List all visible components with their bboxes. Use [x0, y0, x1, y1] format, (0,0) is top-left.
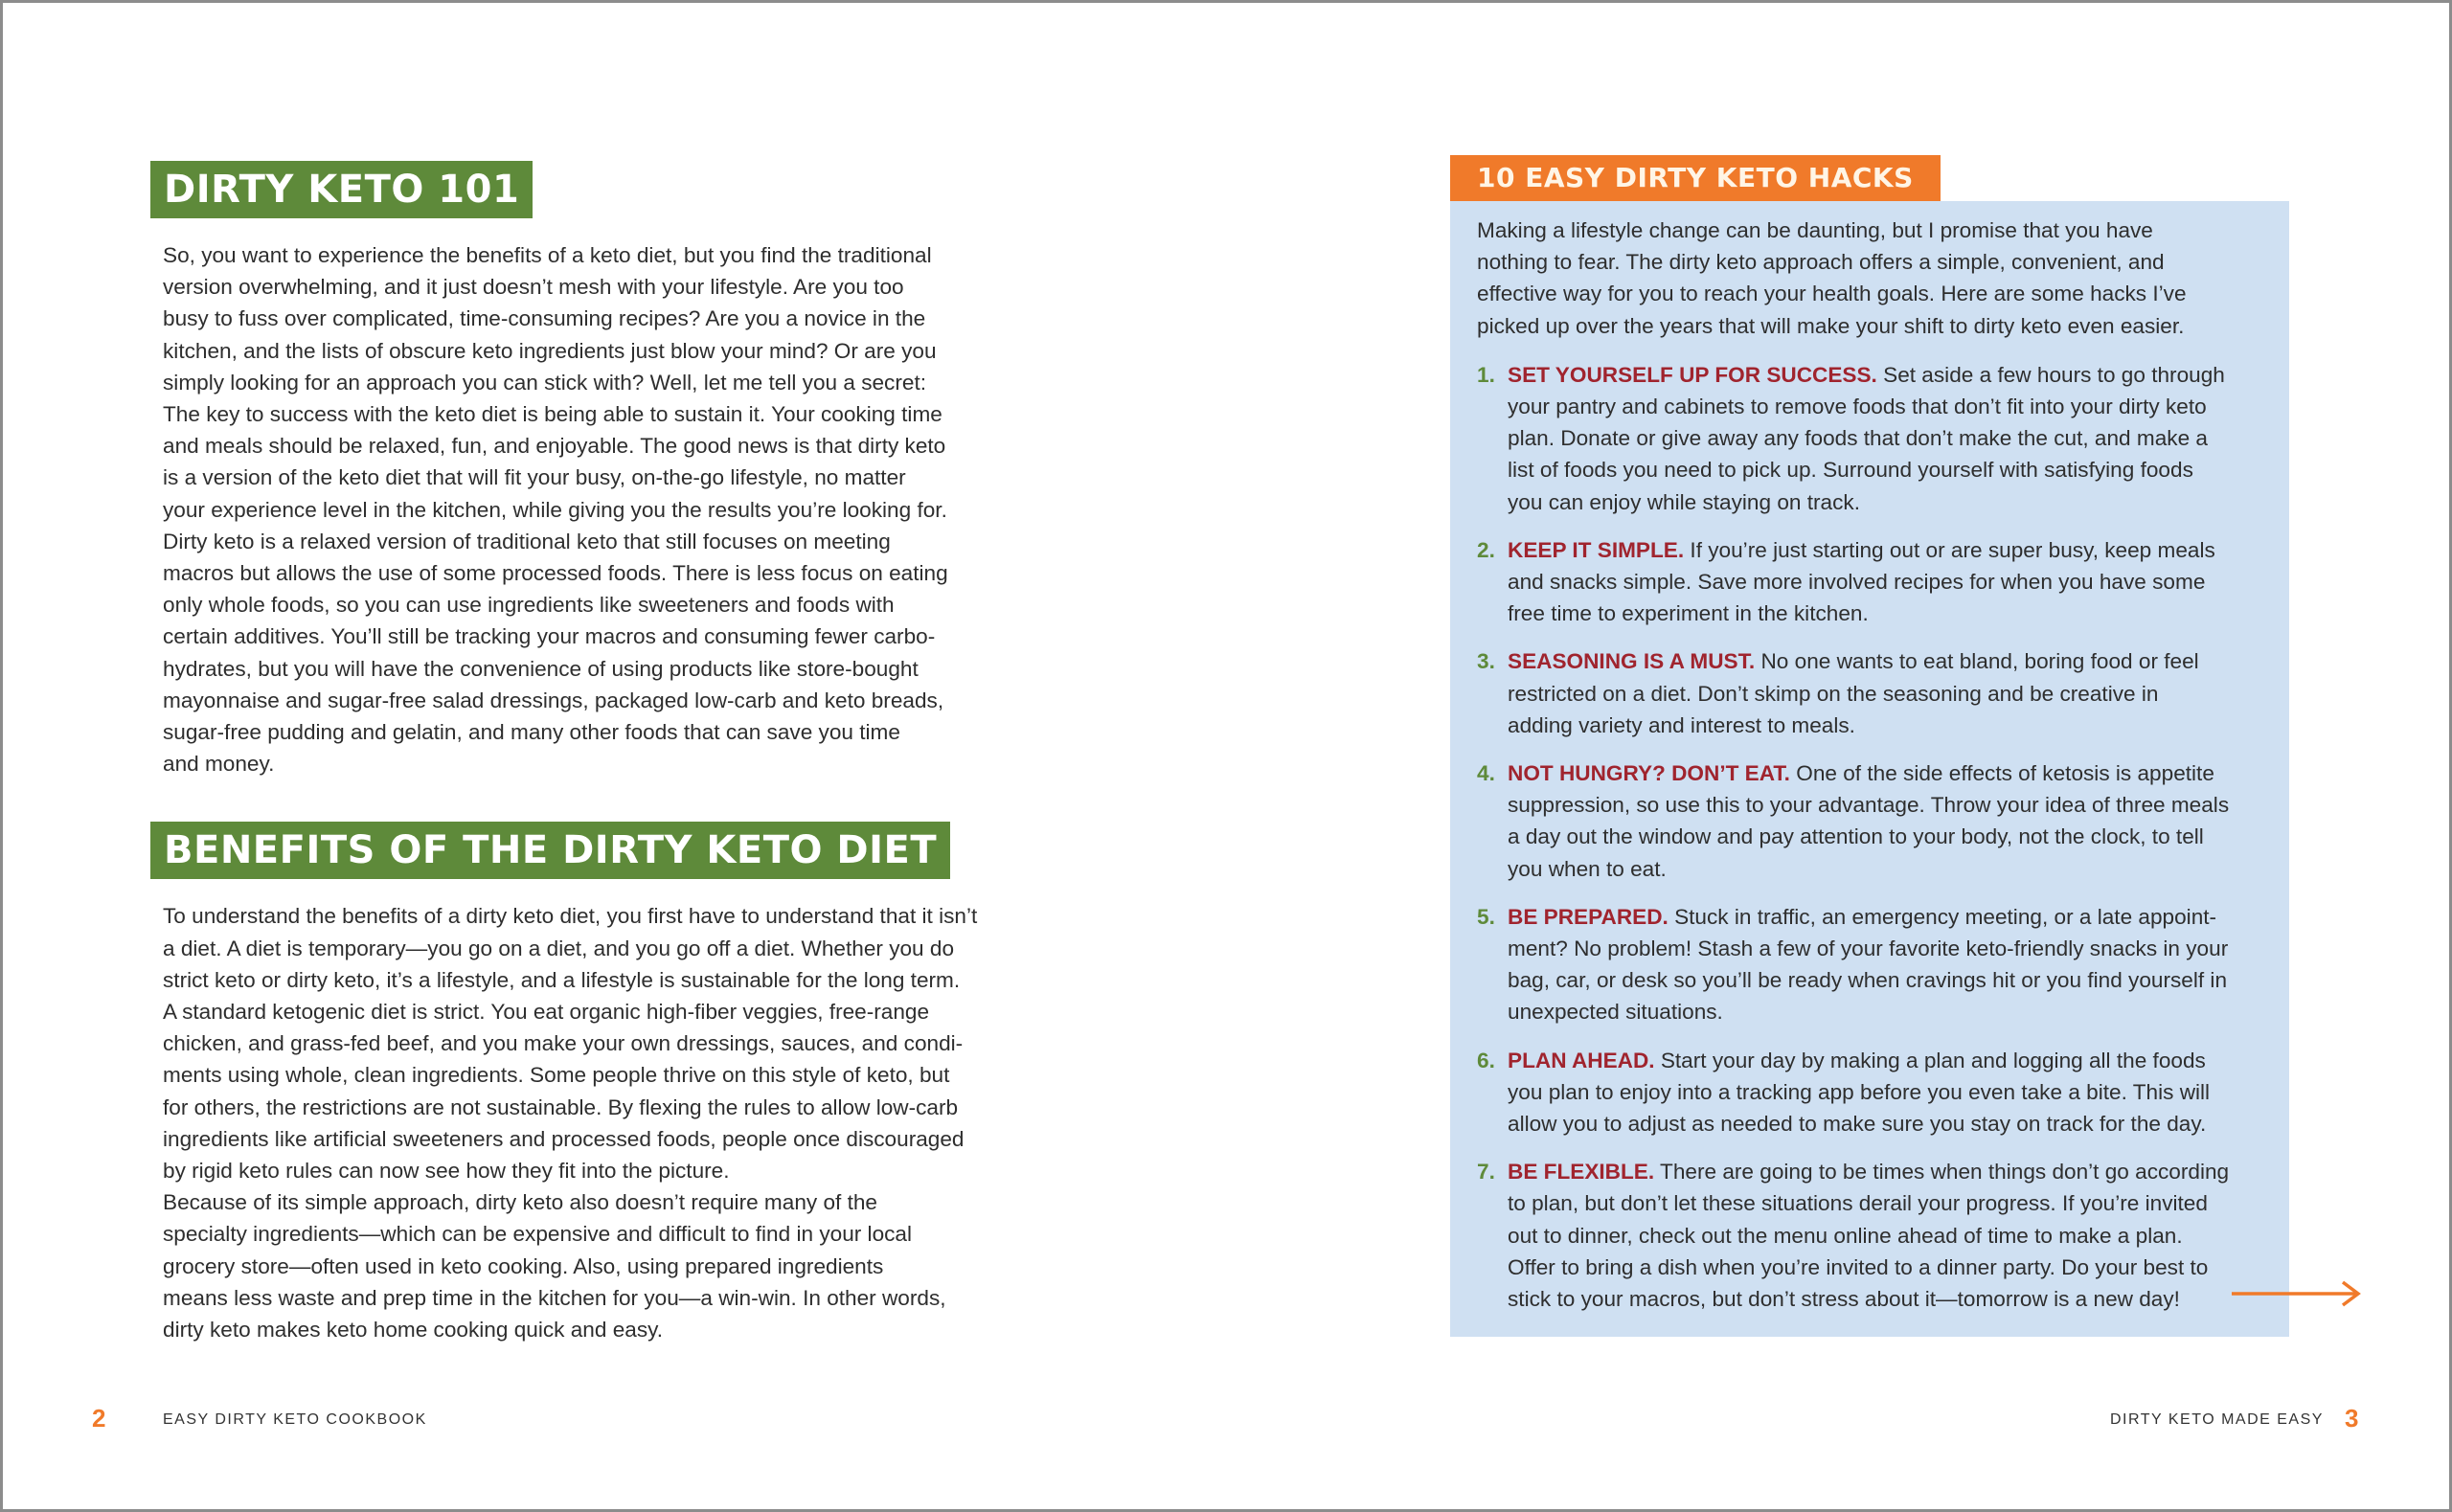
hacks-intro: Making a lifestyle change can be daunting, but I promise that you have nothing to fear. The dirty keto approach offers a simple, convenient, and effective way for you to reach your health goals. Here are some hacks I’ve picked up over the years that will make your shift to dirty keto even easier.	[1477, 218, 2187, 338]
hack-number: 2.	[1477, 537, 1495, 562]
heading-dirty-keto-101: DIRTY KETO 101	[150, 161, 533, 218]
hack-text: Stuck in traffic, an emergency meeting, or a late appoint- ment? No problem! Stash a few of your favorite keto-friendly snacks in your bag, car, or desk so you’ll be ready when cravings hit or you find yourself in unexpected situations.	[1508, 904, 2229, 1025]
hack-text: One of the side effects of ketosis is appetite suppression, so use this to your advantage. Throw your idea of three meals a day out the window and pay attention to your body, not the clock, to tell you when to eat.	[1508, 761, 2230, 881]
hack-item	[1477, 1156, 2262, 1315]
benefits-paragraphs: To understand the benefits of a dirty keto diet, you first have to understand that it isn’t a diet. A diet is temporary—you go on a diet, and you go off a diet. Whether you do strict keto or dirty keto, it’s a lifestyle, and a lifestyle is sustainable for the long term. A standard ketogenic diet is strict. You eat organic high-fiber veggies, free-range chicken, and grass-fed beef, and you make your own dressings, sauces, and condi- ments using whole, clean ingredients. Some people thrive on this style of keto, but for others, the restrictions are not sustainable. By flexing the rules to allow low-carb ingredients like artificial sweeteners and processed foods, people once discouraged by rigid keto rules can now see how they fit into the picture. Because of its simple approach, dirty keto also doesn’t require many of the specialty ingredients—which can be expensive and difficult to find in your local grocery store—often used in keto cooking. Also, using prepared ingredients means less waste and prep time in the kitchen for you—a win-win. In other words, dirty keto makes keto home cooking quick and easy.	[163, 904, 978, 1343]
hack-number: 3.	[1477, 649, 1495, 674]
hack-text: There are going to be times when things don’t go according to plan, but don’t let these situations derail your progress. If you’re invited out to dinner, check out the menu online ahead of time to make a plan. Offer to bring a dish when you’re invited to a dinner party. Do your best to stick to your macros, but don’t stress about it—tomorrow is a new day!	[1508, 1160, 2230, 1312]
hack-item	[1477, 359, 2262, 518]
hack-number: 6.	[1477, 1048, 1495, 1072]
hack-item	[1477, 901, 2262, 1028]
hack-item	[1477, 757, 2262, 885]
hack-number: 4.	[1477, 761, 1495, 786]
hack-text: If you’re just starting out or are super busy, keep meals and snacks simple. Save more involved recipes for when you have some free time to experiment in the kitchen.	[1508, 537, 2215, 626]
hack-title: SET YOURSELF UP FOR SUCCESS.	[1508, 362, 1877, 387]
left-page	[150, 161, 1010, 1345]
page-number-left: 2	[92, 1404, 106, 1433]
heading-benefits: BENEFITS OF THE DIRTY KETO DIET	[150, 822, 950, 879]
hack-number: 1.	[1477, 362, 1495, 387]
hack-title: KEEP IT SIMPLE.	[1508, 537, 1685, 562]
hack-title: PLAN AHEAD.	[1508, 1048, 1655, 1072]
hack-title: BE FLEXIBLE.	[1508, 1160, 1655, 1185]
hacks-list	[1477, 359, 2262, 1315]
hack-title: BE PREPARED.	[1508, 904, 1669, 929]
hacks-box-title: 10 EASY DIRTY KETO HACKS	[1450, 155, 1941, 201]
hack-text: Start your day by making a plan and logging all the foods you plan to enjoy into a tracking app before you even take a bite. This will allow you to adjust as needed to make sure you stay on track for the day.	[1508, 1048, 2211, 1137]
hack-title: NOT HUNGRY? DON’T EAT.	[1508, 761, 1790, 786]
hack-text: No one wants to eat bland, boring food or feel restricted on a diet. Don’t skimp on the seasoning and be creative in adding variety and interest to meals.	[1508, 649, 2199, 737]
arrow-right-icon	[2230, 1279, 2364, 1308]
hack-item	[1477, 1045, 2262, 1140]
hack-number: 7.	[1477, 1160, 1495, 1185]
hacks-sidebar-box	[1450, 201, 2289, 1337]
hack-title: SEASONING IS A MUST.	[1508, 649, 1756, 674]
running-footer-left: EASY DIRTY KETO COOKBOOK	[163, 1411, 427, 1428]
page-number-right: 3	[2345, 1404, 2359, 1433]
hack-text: Set aside a few hours to go through your pantry and cabinets to remove foods that don’t fit into your dirty keto plan. Donate or give away any foods that don’t make the cut, and make a list of foods you need to pick up. Surround yourself with satisfying foods you can enjoy while staying on track.	[1508, 362, 2225, 514]
hack-item	[1477, 534, 2262, 630]
hack-item	[1477, 645, 2262, 741]
intro-paragraphs: So, you want to experience the benefits of a keto diet, but you find the traditional version overwhelming, and it just doesn’t mesh with your lifestyle. Are you too busy to fuss over complicated, time-consuming recipes? Are you a novice in the kitchen, and the lists of obscure keto ingredients just blow your mind? Or are you simply looking for an approach you can stick with? Well, let me tell you a secret: The key to success with the keto diet is being able to sustain it. Your cooking time and meals should be relaxed, fun, and enjoyable. The good news is that dirty keto is a version of the keto diet that will fit your busy, on-the-go lifestyle, no matter your experience level in the kitchen, while giving you the results you’re looking for. Dirty keto is a relaxed version of traditional keto that still focuses on meeting macros but allows the use of some processed foods. There is less focus on eating only whole foods, so you can use ingredients like sweeteners and foods with certain additives. You’ll still be tracking your macros and consuming fewer carbo- hydrates, but you will have the convenience of using products like store-bought mayonnaise and sugar-free salad dressings, packaged low-carb and keto breads, sugar-free pudding and gelatin, and many other foods that can save you time and money.	[163, 243, 948, 777]
hack-number: 5.	[1477, 904, 1495, 929]
running-footer-right: DIRTY KETO MADE EASY	[2110, 1411, 2324, 1428]
right-page	[1450, 155, 2289, 1312]
